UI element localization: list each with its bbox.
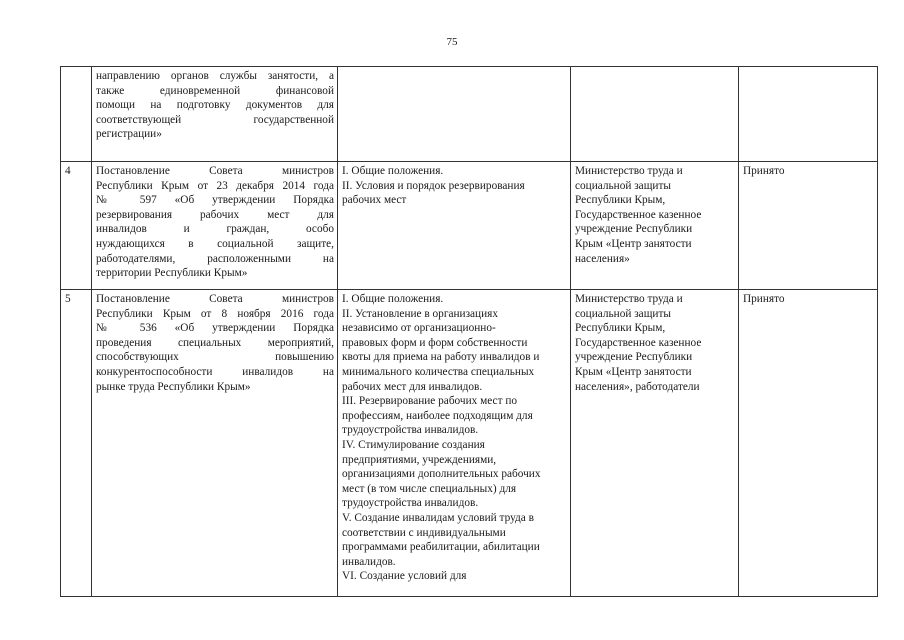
text-line: № 597 «Об утверждении Порядка [96,194,334,207]
text-line: организациями дополнительных рабочих [342,468,541,481]
text-line: социальной защиты [575,307,671,320]
table-row [61,67,878,162]
text-line: III. Резервирование рабочих мест по [342,395,518,408]
text-line: № 536 «Об утверждении Порядка [96,322,334,335]
table-row [61,290,878,597]
document-cell [92,162,338,290]
text-line: нуждающихся в социальной защите, [96,237,334,250]
text-line: правовых форм и форм собственности [342,336,528,349]
status-cell [739,67,878,162]
status-cell: Принято [739,162,878,290]
text-line: Министерство труда и [575,165,683,177]
text-line: I. Общие положения. [342,165,444,177]
text-line: Министерство труда и [575,293,683,305]
executors-cell [571,290,739,597]
text-line: также единовременной финансовой [96,84,334,97]
row-number-cell: 5 [61,290,92,597]
sections-cell [338,290,571,597]
text-line: Крым «Центр занятости [575,237,692,250]
text-line: предприятиями, учреждениями, [342,453,497,466]
text-line: Государственное казенное [575,208,702,221]
executors-cell [571,162,739,290]
text-line: Постановление Совета министров [96,165,334,177]
text-line: направлению органов службы занятости, а [96,70,334,82]
text-line: II. Установление в организациях [342,307,498,320]
text-line: независимо от организационно- [342,322,496,335]
text-line: IV. Стимулирование создания [342,438,485,451]
text-line: I. Общие положения. [342,293,444,305]
sections-cell [338,67,571,162]
text-line: населения» [575,252,630,265]
text-line: Республики Крым, [575,194,666,207]
text-line: минимального количества специальных [342,365,535,378]
text-line: помощи на подготовку документов для [96,99,334,112]
text-line: V. Создание инвалидам условий труда в [342,511,534,524]
document-cell [92,290,338,597]
text-line: рабочих мест [342,194,407,207]
text-line: мест (в том числе специальных) для [342,482,517,495]
text-line: конкурентоспособности инвалидов на [96,365,334,378]
text-line: рабочих мест для инвалидов. [342,380,483,393]
table-row [61,162,878,290]
text-line: регистрации» [96,128,162,141]
text-line: Республики Крым от 23 декабря 2014 года [96,179,334,192]
executors-cell [571,67,739,162]
text-line: Республики Крым, [575,322,666,335]
text-line: инвалидов и граждан, особо [96,223,334,236]
measures-table [60,66,878,597]
text-line: квоты для приема на работу инвалидов и [342,351,540,364]
page-number: 75 [446,36,458,48]
text-line: VI. Создание условий для [342,570,467,583]
text-line: территории Республики Крым» [96,267,248,280]
text-line: учреждение Республики [575,223,693,236]
text-line: учреждение Республики [575,351,693,364]
text-line: Государственное казенное [575,336,702,349]
text-line: проведения специальных мероприятий, [96,336,334,349]
text-line: соответствии с индивидуальными [342,526,506,539]
text-line: программами реабилитации, абилитации [342,541,540,554]
text-line: соответствующей государственной [96,113,334,126]
row-number-cell [61,67,92,162]
text-line: социальной защиты [575,179,671,192]
text-line: Крым «Центр занятости [575,365,692,378]
text-line: Постановление Совета министров [96,293,334,305]
text-line: профессиям, наиболее подходящим для [342,409,533,422]
text-line: населения», работодатели [575,380,700,393]
status-cell: Принято [739,290,878,597]
text-line: резервирования рабочих мест для [96,208,334,221]
text-line: Республики Крым от 8 ноября 2016 года [96,307,334,320]
text-line: инвалидов. [342,555,396,568]
text-line: способствующих повышению [96,351,334,364]
text-line: трудоустройства инвалидов. [342,424,479,437]
text-line: II. Условия и порядок резервирования [342,179,525,192]
sections-cell [338,162,571,290]
row-number-cell: 4 [61,162,92,290]
text-line: рынке труда Республики Крым» [96,380,251,393]
text-line: работодателями, расположенными на [96,252,334,265]
text-line: трудоустройства инвалидов. [342,497,479,510]
document-cell [92,67,338,162]
